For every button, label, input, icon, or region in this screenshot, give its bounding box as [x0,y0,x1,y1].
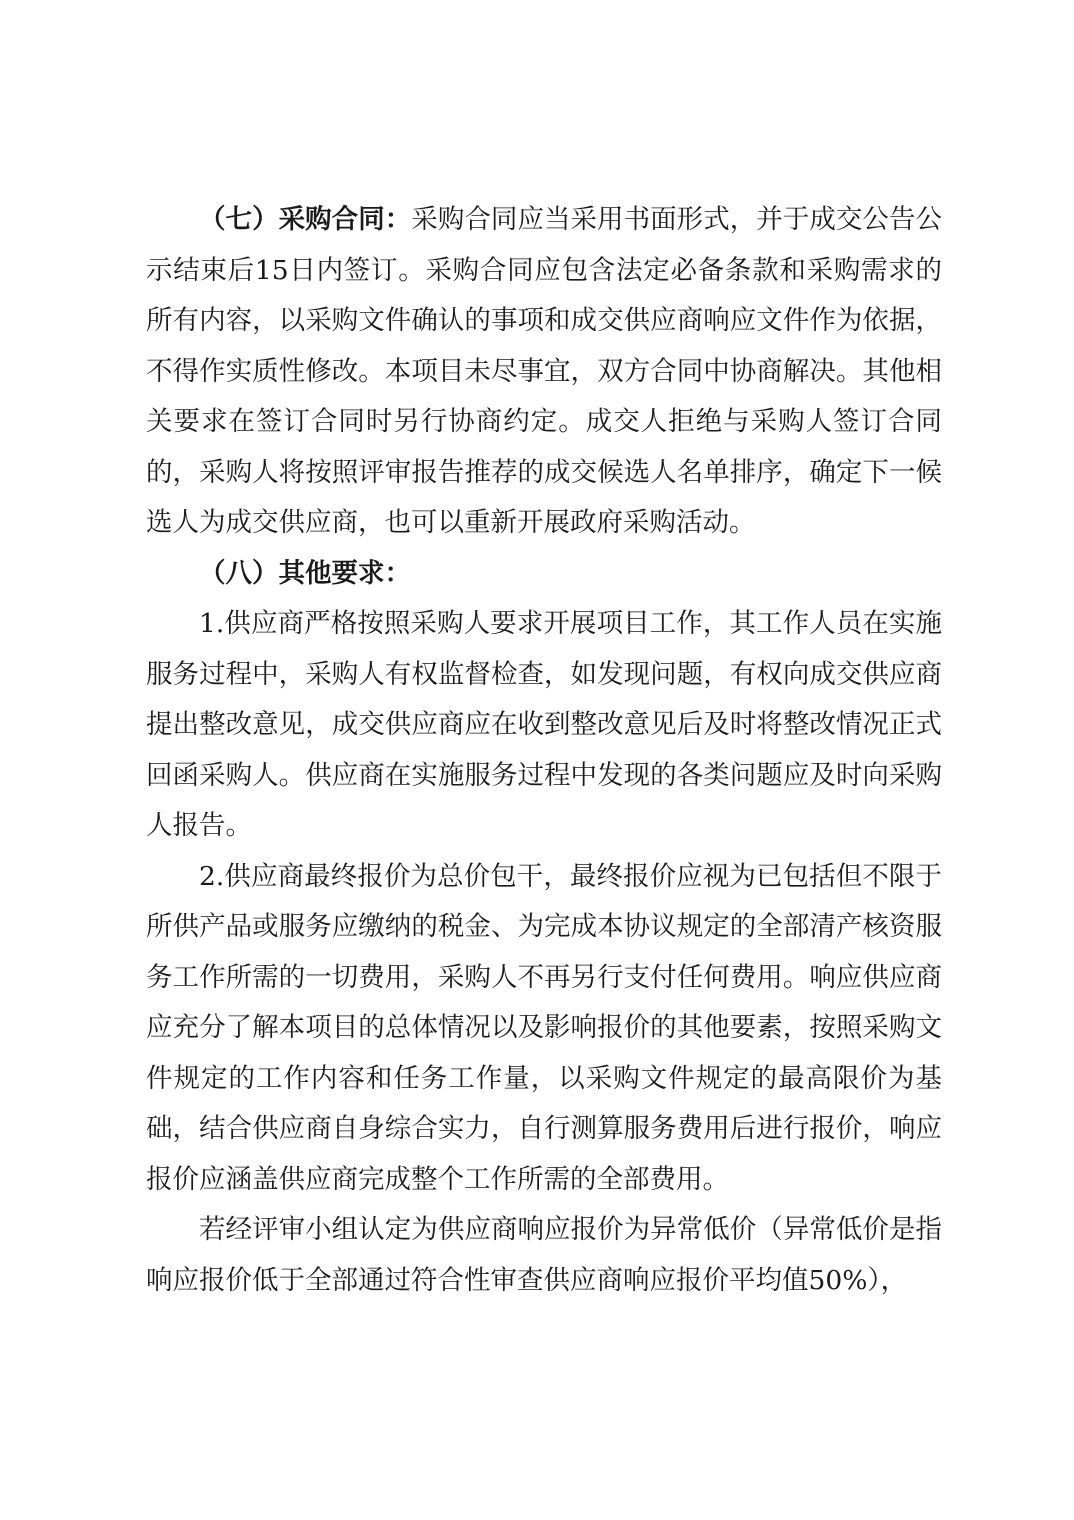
section-7-paragraph [146,195,942,549]
section-8-item-2-continuation: 若经评审小组认定为供应商响应报价为异常低价（异常低价是指响应报价低于全部通过符合性审查供应商响应报价平均值50%）， [146,1214,942,1296]
section-8-item-1: 1.供应商严格按照采购人要求开展项目工作，其工作人员在实施服务过程中，采购人有权监督检查，如发现问题，有权向成交供应商提出整改意见，成交供应商应在收到整改意见后及时将整改情况正式回函采购人。供应商在实施服务过程中发现的各类问题应及时向采购人报告。 [146,608,942,841]
section-8-heading: （八）其他要求： [199,557,411,589]
section-8-item-2: 2.供应商最终报价为总价包干，最终报价应视为已包括但不限于所供产品或服务应缴纳的税金、为完成本协议规定的全部清产核资服务工作所需的一切费用，采购人不再另行支付任何费用。响应供应商应充分了解本项目的总体情况以及影响报价的其他要素，按照采购文件规定的工作内容和任务工作量，以采购文件规定的最高限价为基础，结合供应商自身综合实力，自行测算服务费用后进行报价，响应报价应涵盖供应商完成整个工作所需的全部费用。 [146,860,942,1195]
section-7-body: 采购合同应当采用书面形式，并于成交公告公示结束后15日内签订。采购合同应包含法定必备条款和采购需求的所有内容，以采购文件确认的事项和成交供应商响应文件作为依据，不得作实质性修改。本项目未尽事宜，双方合同中协商解决。其他相关要求在签订合同时另行协商约定。成交人拒绝与采购人签订合同的，采购人将按照评审报告推荐的成交候选人名单排序，确定下一候选人为成交供应商，也可以重新开展政府采购活动。 [146,204,943,538]
section-8-paragraph [146,549,942,600]
section-7-heading: （七）采购合同： [199,204,412,235]
document-body [146,195,942,1306]
